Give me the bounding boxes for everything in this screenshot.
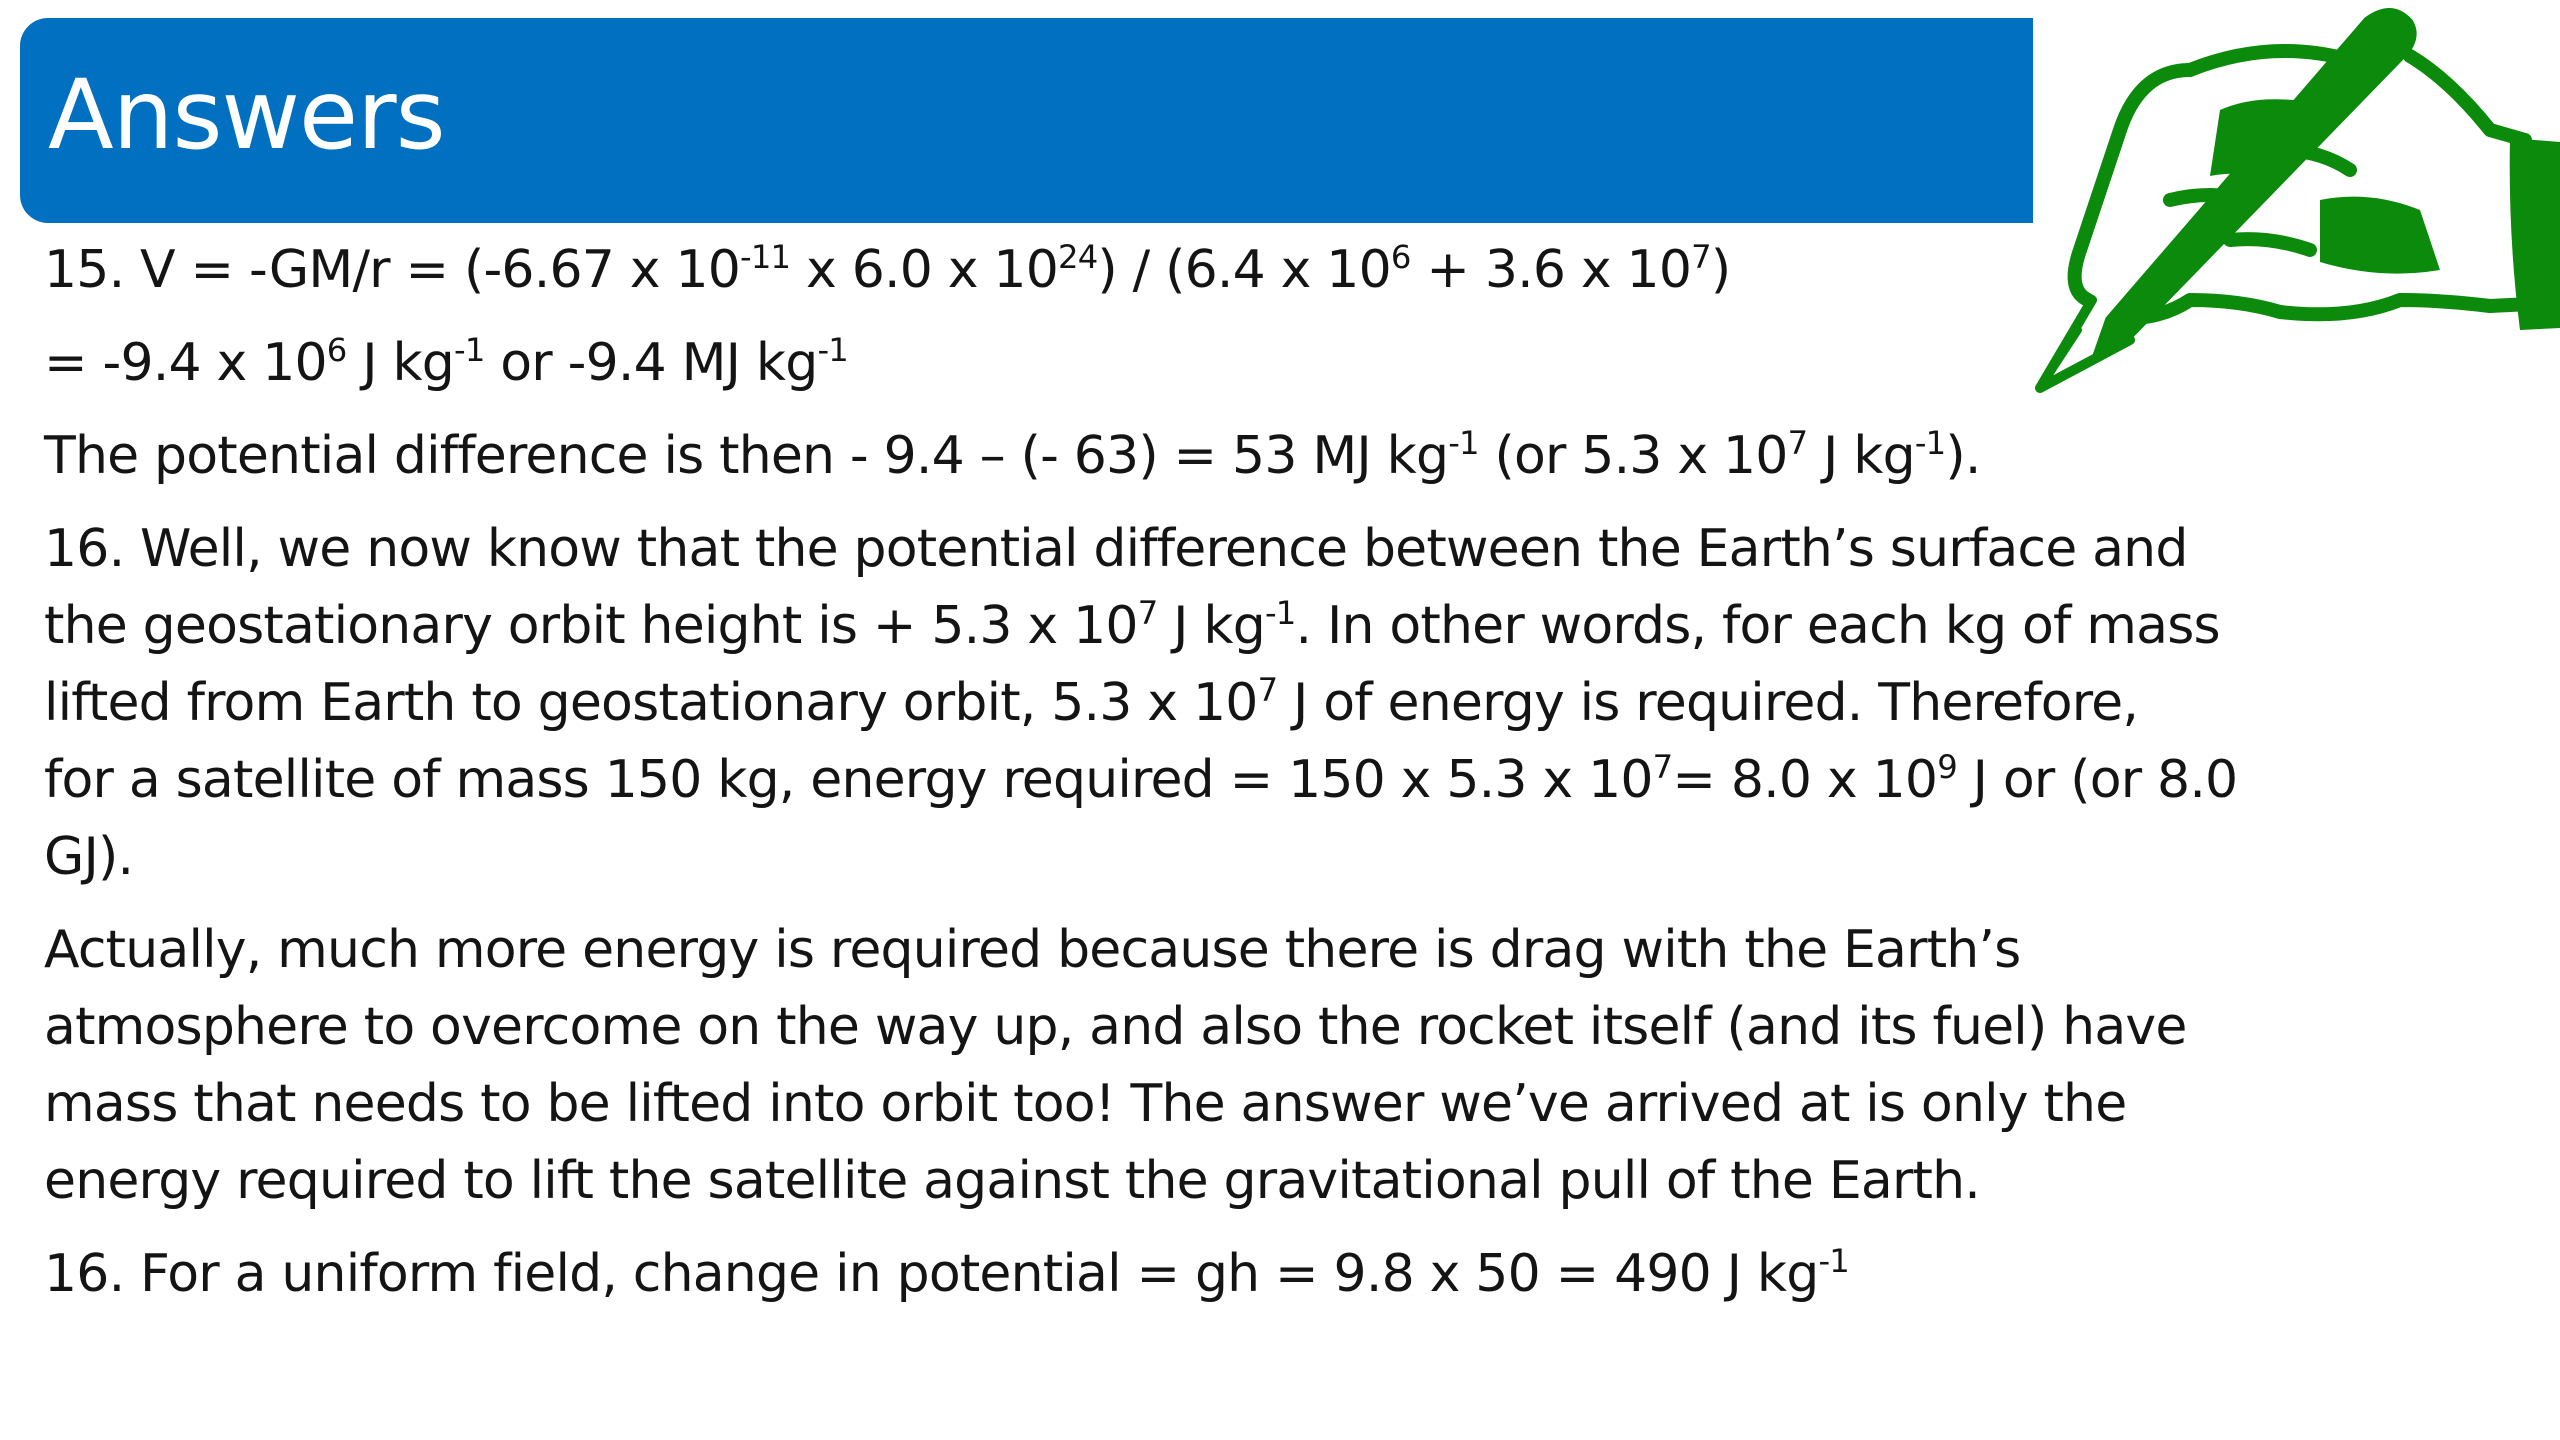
- page-title: Answers: [48, 59, 445, 171]
- text-run: = 8.0 x 10: [1672, 750, 1938, 810]
- answer-16-line-1: 16. Well, we now know that the potential difference between the Earth’s surface and: [44, 519, 2188, 579]
- text-run: ) / (6.4 x 10: [1097, 240, 1391, 300]
- answer-16-extra: [44, 912, 2294, 1220]
- answer-16b: [44, 1236, 2294, 1313]
- superscript: 7: [1257, 670, 1278, 709]
- superscript: 9: [1937, 747, 1957, 786]
- answer-15: [44, 232, 2294, 495]
- text-run: = -9.4 x 10: [44, 333, 327, 393]
- superscript: 7: [1652, 747, 1673, 786]
- superscript: -1: [1448, 423, 1479, 462]
- text-run: The potential difference is then - 9.4 – (- 63) = 53 MJ kg: [44, 426, 1449, 486]
- answer-16b-line-1: [44, 1236, 2294, 1313]
- text-run: for a satellite of mass 150 kg, energy required = 150 x 5.3 x 10: [44, 750, 1653, 810]
- superscript: -1: [1818, 1241, 1849, 1280]
- answer-16-extra-line-1: Actually, much more energy is required because there is drag with the Earth’s: [44, 920, 2021, 980]
- text-run: 15. V = -GM/r = (-6.67 x 10: [44, 240, 741, 300]
- text-run: J kg: [1807, 426, 1915, 486]
- answer-16-line-3: [44, 665, 2294, 742]
- text-run: x 6.0 x 10: [790, 240, 1058, 300]
- answer-16-extra-line-4: energy required to lift the satellite against the gravitational pull of the Earth.: [44, 1151, 1980, 1211]
- superscript: 7: [1691, 237, 1711, 276]
- title-banner: [20, 18, 2033, 223]
- text-run: J or (or 8.0: [1956, 750, 2238, 810]
- answers-content: [44, 232, 2294, 1313]
- superscript: 7: [1137, 593, 1158, 632]
- text-run: J kg: [346, 333, 455, 393]
- text-run: or -9.4 MJ kg: [484, 333, 818, 393]
- text-run: J of energy is required. Therefore,: [1277, 673, 2139, 733]
- superscript: 6: [1390, 237, 1411, 276]
- text-run: lifted from Earth to geostationary orbit, 5.3 x 10: [44, 673, 1258, 733]
- text-run: . In other words, for each kg of mass: [1295, 596, 2220, 656]
- superscript: 24: [1058, 237, 1098, 276]
- superscript: -1: [817, 330, 849, 369]
- superscript: 7: [1787, 423, 1808, 462]
- text-run: the geostationary orbit height is + 5.3 x 10: [44, 596, 1138, 656]
- text-run: (or 5.3 x 10: [1478, 426, 1788, 486]
- answer-16-line-4: [44, 742, 2294, 819]
- superscript: -1: [1914, 423, 1946, 462]
- text-run: J kg: [1157, 596, 1265, 656]
- answer-15-line-2: [44, 325, 2294, 402]
- answer-16-extra-line-2: atmosphere to overcome on the way up, and also the rocket itself (and its fuel) have: [44, 997, 2187, 1057]
- text-run: ): [1710, 240, 1731, 300]
- answer-16-line-2: [44, 588, 2294, 665]
- answer-16-extra-line-3: mass that needs to be lifted into orbit too! The answer we’ve arrived at is only the: [44, 1074, 2127, 1134]
- superscript: -11: [740, 237, 791, 276]
- answer-15-line-1: [44, 232, 2294, 309]
- answer-16: [44, 511, 2294, 896]
- superscript: -1: [1264, 593, 1296, 632]
- superscript: 6: [326, 330, 347, 369]
- text-run: + 3.6 x 10: [1410, 240, 1692, 300]
- text-run: 16. For a uniform field, change in potential = gh = 9.8 x 50 = 490 J kg: [44, 1244, 1819, 1304]
- superscript: -1: [454, 330, 485, 369]
- answer-15-line-3: [44, 418, 2294, 495]
- text-run: ).: [1945, 426, 1981, 486]
- answer-16-line-5: GJ).: [44, 827, 134, 887]
